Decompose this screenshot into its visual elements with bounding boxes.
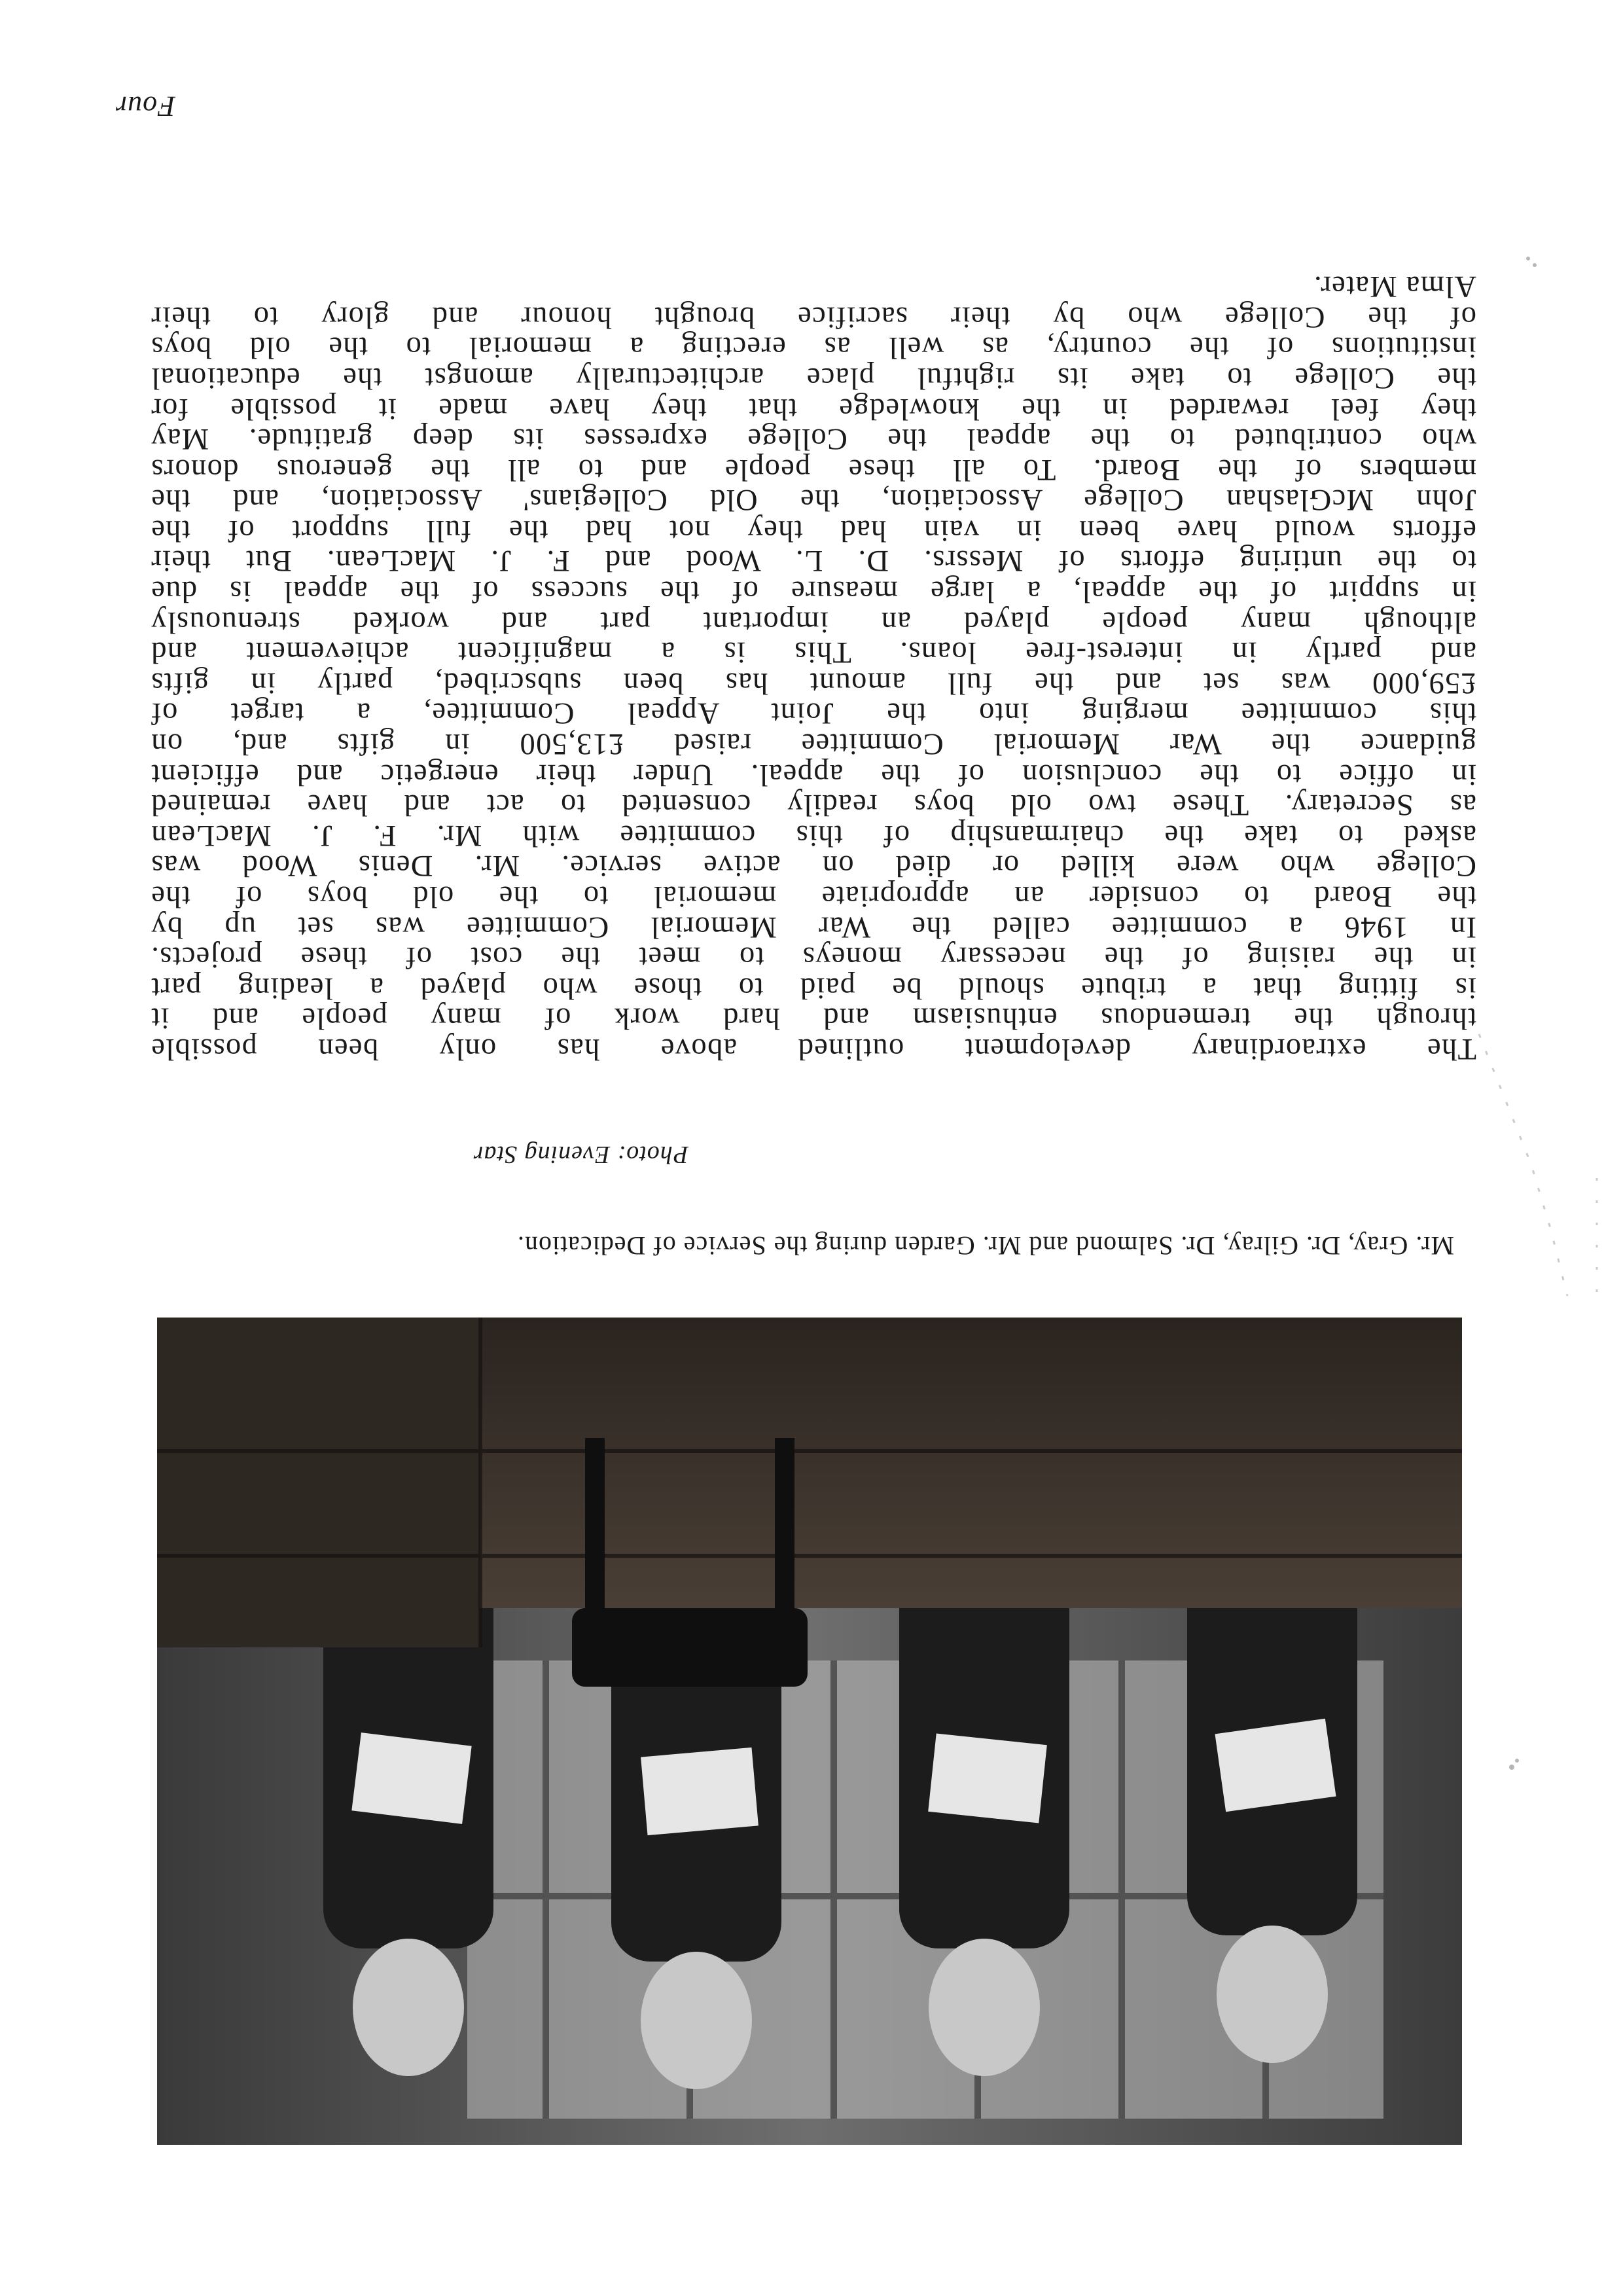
article-line: in suppirt of the appeal, a large measure of the success of the appeal is due xyxy=(151,575,1476,609)
article-line: £59,000 was set and the full amount has been subscribed, partly in gifts xyxy=(151,666,1476,700)
article-line: and partly in interest-free loans. This is a magnificent achievement and xyxy=(151,636,1476,670)
article-line: John McGlashan College Association, the Old Collegians' Association, and the xyxy=(151,483,1476,517)
article-line: as Secretary. These two old boys readily consented to act and have remained xyxy=(151,788,1476,822)
article-line: asked to take the chairmanship of this committee with Mr. F. J. MacLean xyxy=(151,818,1476,852)
article-line: Alma Mater. xyxy=(1313,270,1476,304)
article-line: to the untiring efforts of Messrs. D. L. Wood and F. J. MacLean. But their xyxy=(151,544,1476,578)
article-line: who contributed to the appeal the College expresses its deep gratitude. May xyxy=(151,422,1476,456)
photo-caption: Mr. Gray, Dr. Gilray, Dr. Salmond and Mr. Garden during the Service of Dedication. xyxy=(516,1231,1454,1261)
photo-credit: Photo: Evening Star xyxy=(473,1141,688,1168)
article-line: through the tremendous enthusiasm and hard work of many people and it xyxy=(151,1001,1476,1035)
article-line: the College to take its rightful place architecturally amongst the educational xyxy=(151,361,1476,395)
article-line: guidance the War Memorial Committee raised £13,500 in gifts and, on xyxy=(151,727,1476,761)
article-line: although many people played an important part and worked strenuously xyxy=(151,605,1476,639)
article-line: In 1946 a committee called the War Memorial Committee was set up by xyxy=(151,910,1476,944)
article-line: the Board to consider an appropriate memorial to the old boys of the xyxy=(151,880,1476,914)
article-line: is fitting that a tribute should be paid to those who played a leading part xyxy=(151,971,1476,1005)
article-line: College who were killed or died on active service. Mr. Denis Wood was xyxy=(151,849,1476,883)
article-line: of the College who by their sacrifice brought honour and glory to their xyxy=(151,300,1476,334)
article-line: efforts would have been in vain had they not had the full support of the xyxy=(151,513,1476,547)
page-number: Four xyxy=(115,90,175,122)
article-line: in the raising of the necessary moneys to meet the cost of these projects. xyxy=(151,941,1476,975)
article-line: The extraordinary development outlined above has only been possible xyxy=(151,1032,1476,1066)
article-line: they feel rewarded in the knowledge that they have made it possible for xyxy=(151,391,1476,425)
article-line: institutions of the country, as well as erecting a memorial to the old boys xyxy=(151,331,1476,365)
article-line: this committee merging into the Joint Appeal Committee, a target of xyxy=(151,696,1476,730)
article-line: members of the Board. To all these people and to all the generous donors xyxy=(151,452,1476,486)
article-line: in office to the conclusion of the appeal. Under their energetic and efficient xyxy=(151,757,1476,791)
